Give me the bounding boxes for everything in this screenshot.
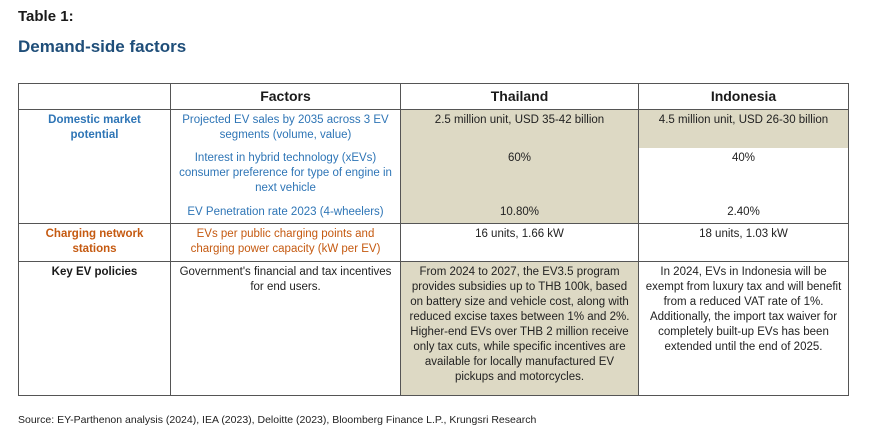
table-row <box>19 262 849 396</box>
indonesia-cell: 4.5 million unit, USD 26-30 billion <box>639 110 849 148</box>
factor-cell: Government's financial and tax incentives for end users. <box>171 262 401 396</box>
factor-cell: Interest in hybrid technology (xEVs) consumer preference for type of engine in next vehicle <box>171 148 401 202</box>
factor-cell: Projected EV sales by 2035 across 3 EV segments (volume, value) <box>171 110 401 148</box>
indonesia-cell: 40% <box>639 148 849 202</box>
header-row <box>19 84 849 110</box>
table-row <box>19 110 849 148</box>
category-cell <box>19 148 171 202</box>
table-row <box>19 202 849 224</box>
category-cell: Charging network stations <box>19 224 171 262</box>
table-number: Table 1: <box>18 8 74 25</box>
thailand-cell: From 2024 to 2027, the EV3.5 program provides subsidies up to THB 100k, based on battery size and vehicle cost, along with reduced excise taxes between 1% and 2%. Higher-end EVs over THB 2 million receive only tax cuts, while specific incentives are available for locally manufactured EV pickups and motorcycles. <box>401 262 639 396</box>
category-cell: Key EV policies <box>19 262 171 396</box>
header-thailand: Thailand <box>401 84 639 110</box>
category-cell <box>19 202 171 224</box>
header-indonesia: Indonesia <box>639 84 849 110</box>
table-row <box>19 224 849 262</box>
header-factors: Factors <box>171 84 401 110</box>
indonesia-cell: 18 units, 1.03 kW <box>639 224 849 262</box>
factor-cell: EV Penetration rate 2023 (4-wheelers) <box>171 202 401 224</box>
thailand-cell: 60% <box>401 148 639 202</box>
table-row <box>19 148 849 202</box>
demand-side-table <box>18 83 849 396</box>
source-note: Source: EY-Parthenon analysis (2024), IEA (2023), Deloitte (2023), Bloomberg Finance L.P., Krungsri Research <box>18 414 537 426</box>
indonesia-cell: In 2024, EVs in Indonesia will be exempt from luxury tax and will benefit from a reduced VAT rate of 1%. Additionally, the import tax waiver for completely built-up EVs has been extended until the end of 2025. <box>639 262 849 396</box>
factor-cell: EVs per public charging points and charging power capacity (kW per EV) <box>171 224 401 262</box>
thailand-cell: 10.80% <box>401 202 639 224</box>
table-title: Demand-side factors <box>18 37 187 56</box>
thailand-cell: 16 units, 1.66 kW <box>401 224 639 262</box>
category-cell: Domestic market potential <box>19 110 171 148</box>
indonesia-cell: 2.40% <box>639 202 849 224</box>
thailand-cell: 2.5 million unit, USD 35-42 billion <box>401 110 639 148</box>
header-category <box>19 84 171 110</box>
